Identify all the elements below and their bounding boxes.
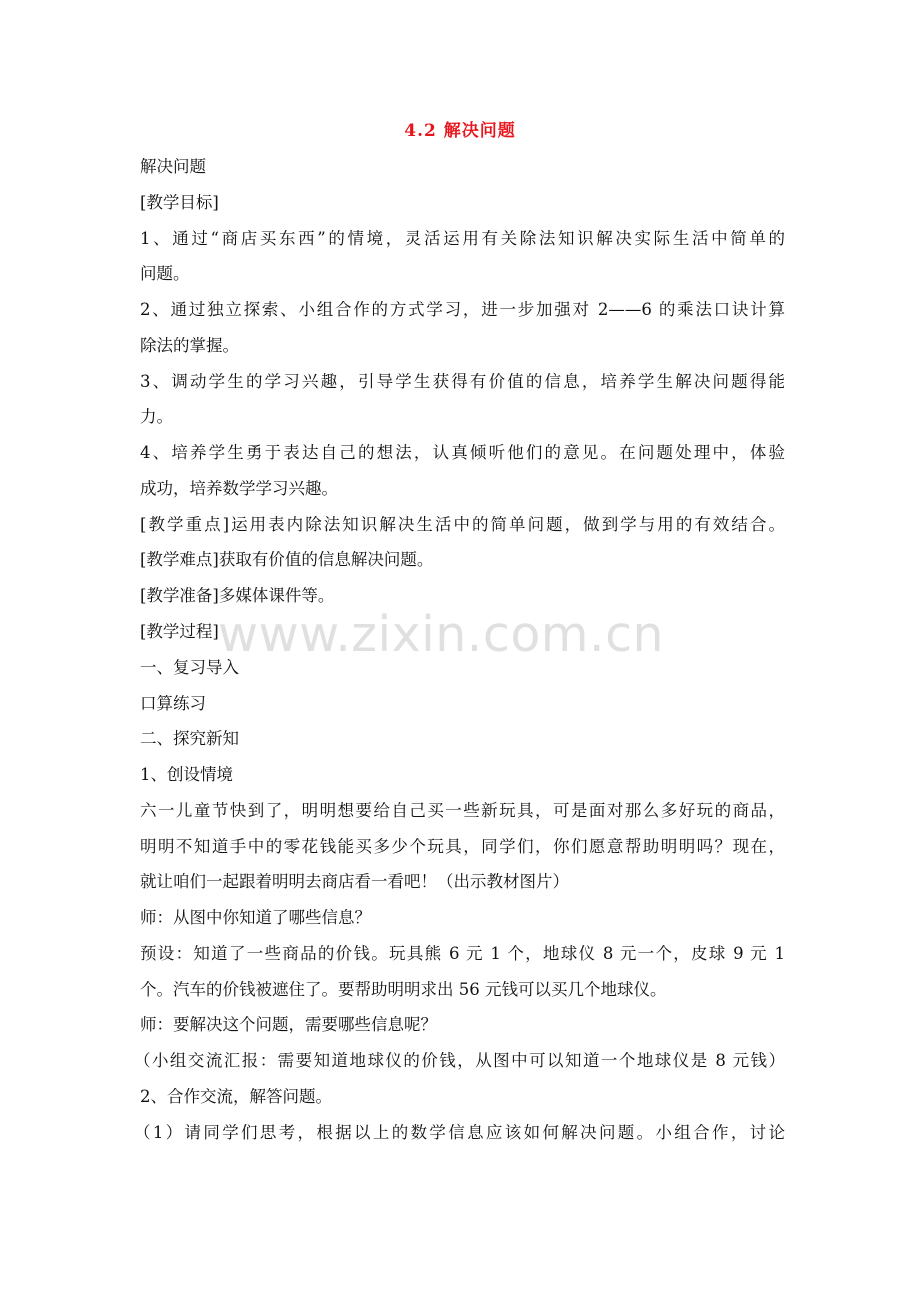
body-line: [教学目标]: [140, 193, 219, 212]
body-line: 1、创设情境: [140, 765, 233, 784]
body-line: 2、合作交流，解答问题。: [140, 1087, 332, 1106]
body-line: 个。汽车的价钱被遮住了。要帮助明明求出 56 元钱可以买几个地球仪。: [140, 980, 667, 999]
body-line: 4、培养学生勇于表达自己的想法，认真倾听他们的意见。在问题处理中，体验: [140, 443, 785, 462]
body-line: 1、通过“商店买东西”的情境，灵活运用有关除法知识解决实际生活中简单的: [140, 229, 785, 248]
page-title: 4.2 解决问题: [404, 121, 516, 141]
body-line: 师：从图中你知道了哪些信息？: [140, 908, 371, 927]
body-line: 预设：知道了一些商品的价钱。玩具熊 6 元 1 个，地球仪 8 元一个，皮球 9 元 1: [140, 944, 785, 963]
body-line: 3、调动学生的学习兴趣，引导学生获得有价值的信息，培养学生解决问题得能: [140, 372, 785, 391]
body-line: 二、探究新知: [140, 729, 239, 748]
body-line: （1）请同学们思考，根据以上的数学信息应该如何解决问题。小组合作，讨论: [134, 1123, 785, 1142]
body-line: [教学过程]: [140, 622, 219, 641]
watermark: www.zixin.com.cn: [218, 606, 665, 663]
body-line: 一、复习导入: [140, 658, 239, 677]
body-line: （小组交流汇报：需要知道地球仪的价钱，从图中可以知道一个地球仪是 8 元钱）: [134, 1051, 785, 1070]
body-line: 问题。: [140, 264, 190, 283]
body-line: 解决问题: [140, 157, 206, 176]
body-line: [教学重点]运用表内除法知识解决生活中的简单问题，做到学与用的有效结合。: [140, 515, 785, 534]
body-line: 除法的掌握。: [140, 336, 239, 355]
body-line: 明明不知道手中的零花钱能买多少个玩具，同学们，你们愿意帮助明明吗？现在，: [140, 837, 785, 856]
body-line: 力。: [140, 407, 173, 426]
body-line: 成功，培养数学学习兴趣。: [140, 479, 338, 498]
body-line: 师：要解决这个问题，需要哪些信息呢？: [140, 1015, 437, 1034]
body-line: 就让咱们一起跟着明明去商店看一看吧！（出示教材图片）: [140, 872, 569, 891]
body-line: 口算练习: [140, 694, 206, 713]
body-line: [教学准备]多媒体课件等。: [140, 586, 335, 605]
body-line: 2、通过独立探索、小组合作的方式学习，进一步加强对 2——6 的乘法口诀计算: [140, 300, 785, 319]
body-line: 六一儿童节快到了，明明想要给自己买一些新玩具，可是面对那么多好玩的商品，: [140, 801, 785, 820]
body-line: [教学难点]获取有价值的信息解决问题。: [140, 550, 434, 569]
